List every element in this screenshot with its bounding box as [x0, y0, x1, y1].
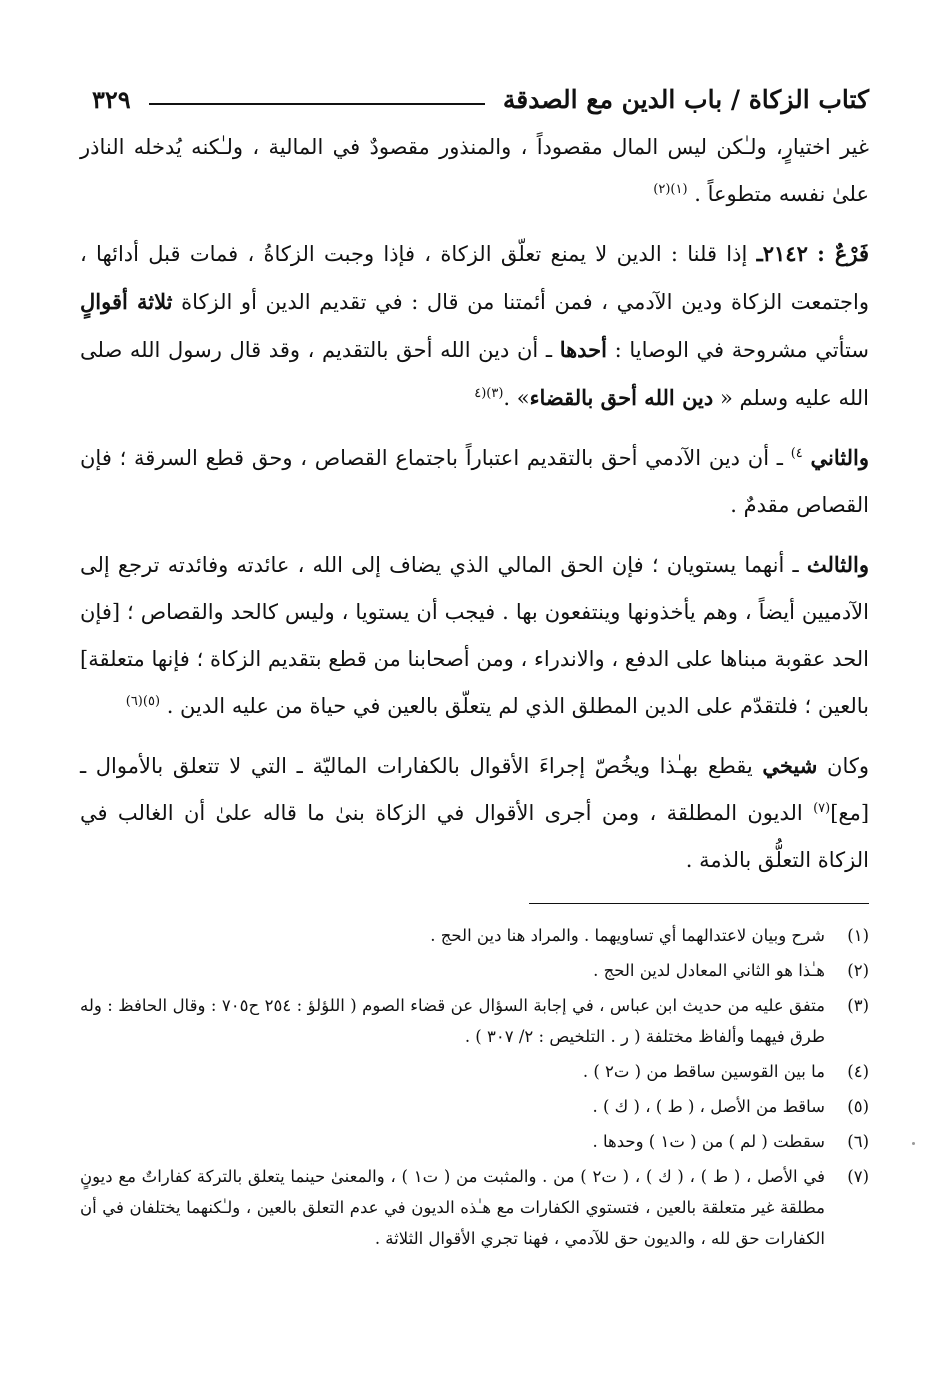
- footnote-text: سقطت ( لم ) من ( ت١ ) وحدها .: [592, 1132, 825, 1151]
- footnote-number: (١): [847, 926, 869, 945]
- bold-hadith: دين الله أحق بالقضاء: [529, 385, 714, 410]
- bold-second: والثاني: [810, 445, 870, 470]
- footnote-mark-4-close: ٤): [790, 446, 803, 461]
- footnote-mark-1: (١): [670, 182, 688, 197]
- page-number: ٣٢٩: [92, 85, 131, 114]
- main-text: [80, 124, 869, 896]
- footnote-number: (٤): [847, 1062, 869, 1081]
- footnote-text: ساقط من الأصل ، ( ط ) ، ( ك ) .: [592, 1097, 825, 1116]
- section-label: فَرْعٌ :: [817, 241, 869, 266]
- footnote-number: (٣): [847, 996, 869, 1015]
- footnote-mark-2: (٢): [653, 182, 671, 197]
- paragraph-5-text-b: يقطع بهـٰذا ويخُصّ إجراءَ الأقوال بالكفارات الماليّة ـ التي لا تتعلق بالأموال ـ [مع]: [80, 754, 870, 825]
- paragraph-5-text-a: وكان: [827, 754, 869, 778]
- footnote-number: (٢): [847, 961, 869, 980]
- footnote-item: [80, 1126, 869, 1157]
- header-title: كتاب الزكاة / باب الدين مع الصدقة: [502, 85, 869, 114]
- footnote-text: ما بين القوسين ساقط من ( ت٢ ) .: [582, 1062, 825, 1081]
- paragraph-2: [80, 230, 869, 422]
- paragraph-2-text-d: » .: [503, 386, 530, 410]
- header-rule: [149, 103, 485, 105]
- footnote-mark-5: (٥): [142, 694, 161, 709]
- paragraph-1-text: غير اختيارٍ، ولـٰكن ليس المال مقصوداً ، والمنذور مقصودٌ في المالية ، ولـٰكنه يُدخله الناذر علىٰ نفسه متطوعاً .: [80, 135, 869, 206]
- footnote-mark-6: (٦): [125, 694, 143, 709]
- footnote-mark-3: (٣): [486, 386, 504, 401]
- bold-first: أحدها: [559, 337, 607, 362]
- paragraph-2-text-b: ستأتي مشروحة في الوصايا :: [614, 338, 869, 362]
- footnote-divider: [529, 903, 869, 904]
- footnote-text: شرح وبيان لاعتدالهما أي تساويهما . والمراد هنا دين الحج .: [430, 926, 825, 945]
- footnote-text: في الأصل ، ( ط ) ، ( ك ) ، ( ت٢ ) من . والمثبت من ( ت١ ) ، والمعنىٰ حينما يتعلق بالتركة كفاراتٌ مع ديونٍ مطلقة غير متعلقة بالعين ، فتستوي الكفارات مع هـٰذه الديون في عدم التعلق بالعين ، ولـٰكنهما يختلفان في أن الكفارات حق لله ، والديون حق للآدمي ، فهنا تجري الأقوال الثلاثة .: [80, 1167, 825, 1248]
- footnote-mark-7: (٧): [813, 801, 831, 816]
- paragraph-4: [80, 541, 869, 730]
- footnote-item: [80, 1161, 869, 1254]
- footnote-text: هـٰذا هو الثاني المعادل لدين الحج .: [593, 961, 825, 980]
- running-header: [92, 78, 869, 114]
- footnote-item: [80, 920, 869, 951]
- footnote-text: متفق عليه من حديث ابن عباس ، في إجابة السؤال عن قضاء الصوم ( اللؤلؤ : ٢٥٤ ح٧٠٥ : وقال الحافظ : وله طرق فيهما وألفاظ مختلفة ( ر . التلخيص : ٢/ ٣٠٧ ) .: [80, 996, 825, 1046]
- footnotes: [80, 920, 869, 1258]
- paragraph-2-text-a: إذا قلنا : الدين لا يمنع تعلّق الزكاة ، فإذا وجبت الزكاةُ ، فمات قبل أدائها ، واجتمعت الزكاة ودين الآدمي ، فمن أئمتنا من قال : في تقديم الدين أو الزكاة: [80, 242, 869, 314]
- paragraph-5-text-c: الديون المطلقة ، ومن أجرى الأقوال في الزكاة بنىٰ ما قاله علىٰ أن الغالب في الزكاة التعلُّق بالذمة .: [80, 801, 869, 872]
- paragraph-3: [80, 434, 869, 529]
- footnote-item: [80, 955, 869, 986]
- paragraph-2-text-c: ـ أن دين الله أحق بالتقديم ، وقد قال رسول الله صلى الله عليه وسلم «: [80, 338, 869, 410]
- footnote-item: [80, 1091, 869, 1122]
- bold-shaykh: شيخي: [762, 753, 818, 778]
- paragraph-3-text: ـ أن دين الآدمي أحق بالتقديم اعتباراً باجتماع القصاص ، وحق قطع السرقة ؛ فإن القصاص مقدمٌ .: [80, 446, 869, 517]
- footnote-mark-4-open: (٤: [474, 386, 487, 401]
- footnote-item: [80, 1056, 869, 1087]
- section-number: ٢١٤٢ـ: [756, 241, 808, 266]
- paragraph-1: [80, 124, 869, 218]
- margin-speck: [912, 1142, 915, 1145]
- footnote-number: (٦): [847, 1132, 869, 1151]
- footnote-number: (٧): [847, 1167, 869, 1186]
- bold-three-opinions: ثلاثة أقوالٍ: [80, 289, 173, 314]
- bold-third: والثالث: [806, 552, 869, 577]
- paragraph-4-text: ـ أنهما يستويان ؛ فإن الحق المالي الذي يضاف إلى الله ، عائدته وفائدته ترجع إلى الآدميين أيضاً ، وهم يأخذونها وينتفعون بها . فيجب أن يستويا ، وليس كالحد والقصاص ؛ [فإن الحد عقوبة مبناها على الدفع ، والاندراء ، ومن أصحابنا من قطع بتقديم الزكاة ؛ فإنها متعلقة] بالعين ؛ فلتقدّم على الدين المطلق الذي لم يتعلّق بالعين في حياة من عليه الدين .: [80, 553, 869, 718]
- paragraph-5: [80, 742, 869, 884]
- footnote-item: [80, 990, 869, 1052]
- footnote-number: (٥): [847, 1097, 869, 1116]
